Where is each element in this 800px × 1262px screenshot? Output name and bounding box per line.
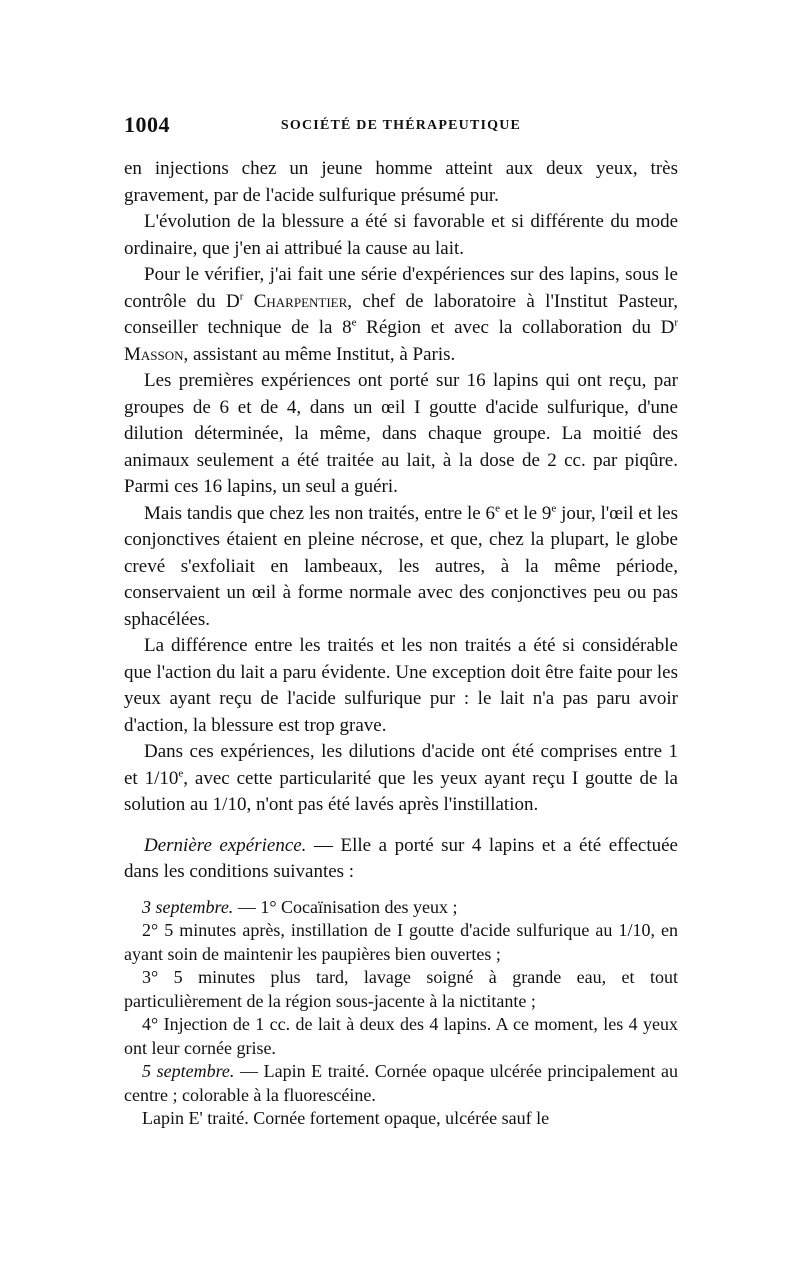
text-segment: Région et avec la collaboration du D <box>356 317 675 338</box>
text-segment: — Elle a porté sur 4 lapins et a été effectuée dans les conditions suivantes : <box>124 834 678 882</box>
text-segment: jour, l'œil et les conjonctives étaient en pleine nécrose, et que, chez la plupart, le globe crevé s'exfoliait en lambeaux, les autres, à la même période, conservaient un œil à forme normale avec des conjonctives peu ou pas sphacélées. <box>124 502 678 630</box>
protocol-step: 4° Injection de 1 cc. de lait à deux des 4 lapins. A ce moment, les 4 yeux ont leur cornée grise. <box>124 1014 678 1058</box>
protocol-date: 5 septembre. <box>142 1061 235 1081</box>
paragraph-verification <box>124 262 678 368</box>
paragraph-results <box>124 501 678 634</box>
text-segment: et le 9 <box>499 502 552 524</box>
protocol-step: Lapin E' traité. Cornée fortement opaque, ulcérée sauf le <box>142 1108 550 1128</box>
section-spacer <box>124 886 678 896</box>
paragraph-difference: La différence entre les traités et les non traités a été si considérable que l'action du lait a paru évidente. Une exception doit être faite pour les yeux ayant reçu de l'acide sulfurique pur : le lait n'a pas paru avoir d'action, la blessure est trop grave. <box>124 635 678 736</box>
running-title: SOCIÉTÉ DE THÉRAPEUTIQUE <box>280 118 522 133</box>
text-segment: — 1° Cocaïnisation des yeux ; <box>233 896 458 917</box>
protocol-section <box>124 896 678 1131</box>
text-segment: , assistant au même Institut, à Paris. <box>183 343 456 365</box>
person-name: Masson <box>124 343 184 365</box>
superscript: e <box>551 502 557 515</box>
page-header <box>124 112 678 142</box>
paragraph-evolution: L'évolution de la blessure a été si favorable et si différente du mode ordinaire, que j'en ai attribué la cause au lait. <box>124 211 678 259</box>
protocol-step: 2° 5 minutes après, instillation de I goutte d'acide sulfurique au 1/10, en ayant soin de maintenir les paupières bien ouvertes ; <box>124 920 678 964</box>
protocol-step <box>124 896 678 920</box>
protocol-date: 3 septembre. <box>142 896 234 917</box>
section-spacer <box>124 819 678 833</box>
text-segment: , chef de laboratoire à l'Institut Pasteur, conseiller technique de la 8 <box>124 290 678 338</box>
protocol-step <box>124 1060 678 1107</box>
text-segment: Dans ces expériences, les dilutions d'acide ont été comprises entre 1 et 1/10 <box>124 741 678 789</box>
superscript: e <box>178 767 184 780</box>
protocol-step: 3° 5 minutes plus tard, lavage soigné à grande eau, et tout particulièrement de la région sous-jacente à la nictitante ; <box>124 967 678 1011</box>
superscript: r <box>239 290 244 303</box>
text-segment: Mais tandis que chez les non traités, entre le 6 <box>144 502 496 524</box>
text-segment: , avec cette particularité que les yeux ayant reçu I goutte de la solution au 1/10, n'ont pas été lavés après l'instillation. <box>124 767 678 815</box>
document-page <box>124 112 678 1131</box>
superscript: e <box>351 316 357 329</box>
paragraph-dilutions <box>124 739 678 819</box>
person-name: Charpentier <box>253 290 348 312</box>
superscript: e <box>495 502 500 515</box>
text-segment: — Lapin E traité. Cornée opaque ulcérée principalement au centre ; colorable à la fluorescéine. <box>124 1061 679 1105</box>
paragraph-last-experiment <box>124 833 678 886</box>
run-in-heading: Dernière expérience. <box>144 834 307 856</box>
superscript: r <box>674 316 678 329</box>
paragraph-continuation: en injections chez un jeune homme atteint aux deux yeux, très gravement, par de l'acide sulfurique présumé pur. <box>124 158 678 206</box>
text-segment: Pour le vérifier, j'ai fait une série d'expériences sur des lapins, sous le contrôle du D <box>124 264 678 312</box>
page-number: 1004 <box>124 112 170 137</box>
paragraph-first-experiments: Les premières expériences ont porté sur 16 lapins qui ont reçu, par groupes de 6 et de 4, dans un œil I goutte d'acide sulfurique, d'une dilution déterminée, la même, dans chaque groupe. La moitié des animaux seulement a été traitée au lait, à la dose de 2 cc. par piqûre. Parmi ces 16 lapins, un seul a guéri. <box>124 370 678 497</box>
